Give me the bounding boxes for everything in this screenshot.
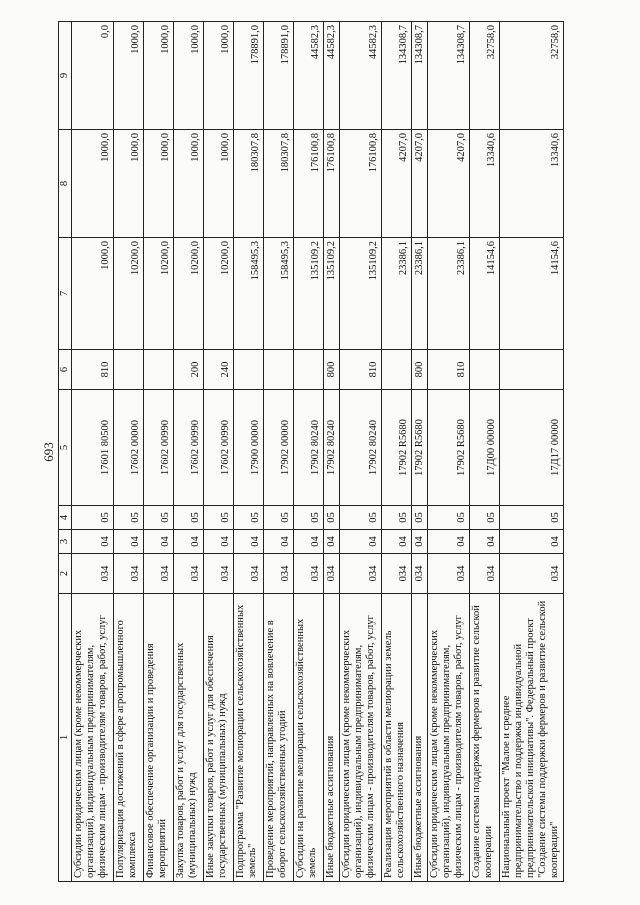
target-article-cell: 17601 80500 [72,390,114,506]
column-header: 1 [59,594,72,882]
amount-cell: 4207,0 [382,130,412,238]
target-article-cell: 17Д17 00000 [500,390,564,506]
code-cell: 034 [144,554,174,594]
amount-cell: 158495,3 [264,238,294,350]
expense-type-cell: 810 [340,350,382,390]
expense-type-cell: 200 [174,350,204,390]
table-row [500,22,564,882]
column-header: 5 [59,390,72,506]
subsection-cell: 05 [428,506,470,530]
expense-type-cell [470,350,500,390]
code-cell: 034 [174,554,204,594]
subsection-cell: 05 [470,506,500,530]
amount-cell: 4207,0 [428,130,470,238]
table-row [470,22,500,882]
amount-cell: 10200,0 [174,238,204,350]
target-article-cell: 17602 00990 [174,390,204,506]
target-article-cell: 17902 80240 [324,390,340,506]
expense-type-cell [114,350,144,390]
table-row [204,22,234,882]
section-cell: 04 [470,530,500,554]
subsection-cell: 05 [72,506,114,530]
amount-cell: 176100,8 [324,130,340,238]
table-row [234,22,264,882]
expense-type-cell: 800 [324,350,340,390]
target-article-cell: 17Д00 00000 [470,390,500,506]
section-cell: 04 [234,530,264,554]
amount-cell: 13340,6 [500,130,564,238]
amount-cell: 4207,0 [412,130,428,238]
header-row [59,22,72,882]
amount-cell: 23386,1 [428,238,470,350]
code-cell: 034 [234,554,264,594]
subsection-cell: 05 [234,506,264,530]
target-article-cell: 17902 R5680 [428,390,470,506]
expense-type-cell [264,350,294,390]
row-name-cell: Национальный проект "Малое и среднее предпринимательство и поддержка индивидуальной предпринимательской инициативы". Федеральный проект "Создание системы поддержки фермеров и развитие сельской кооперации" [500,594,564,882]
amount-cell: 1000,0 [114,130,144,238]
amount-cell: 10200,0 [144,238,174,350]
subsection-cell: 05 [204,506,234,530]
subsection-cell: 05 [324,506,340,530]
section-cell: 04 [500,530,564,554]
target-article-cell: 17602 00990 [204,390,234,506]
expense-type-cell [382,350,412,390]
code-cell: 034 [428,554,470,594]
target-article-cell: 17602 00000 [114,390,144,506]
code-cell: 034 [470,554,500,594]
subsection-cell: 05 [114,506,144,530]
code-cell: 034 [340,554,382,594]
expense-type-cell: 810 [428,350,470,390]
table-row [324,22,340,882]
section-cell: 04 [264,530,294,554]
section-cell: 04 [114,530,144,554]
section-cell: 04 [144,530,174,554]
amount-cell: 1000,0 [174,22,204,130]
table-row [144,22,174,882]
amount-cell: 178891,0 [264,22,294,130]
page-number: 693 [41,442,56,462]
amount-cell: 135109,2 [294,238,324,350]
amount-cell: 23386,1 [412,238,428,350]
column-header: 4 [59,506,72,530]
amount-cell: 1000,0 [174,130,204,238]
column-header: 8 [59,130,72,238]
amount-cell: 158495,3 [234,238,264,350]
code-cell: 034 [500,554,564,594]
amount-cell: 32758,0 [470,22,500,130]
target-article-cell: 17902 R5680 [382,390,412,506]
code-cell: 034 [324,554,340,594]
amount-cell: 1000,0 [72,238,114,350]
row-name-cell: Субсидии на развитие мелиорации сельскохозяйственных земель [294,594,324,882]
row-name-cell: Создание системы поддержки фермеров и развитие сельской кооперации [470,594,500,882]
amount-cell: 1000,0 [204,22,234,130]
code-cell: 034 [114,554,144,594]
code-cell: 034 [412,554,428,594]
subsection-cell: 05 [144,506,174,530]
section-cell: 04 [324,530,340,554]
amount-cell: 44582,3 [324,22,340,130]
amount-cell: 180307,8 [234,130,264,238]
amount-cell: 1000,0 [72,130,114,238]
table-row [340,22,382,882]
section-cell: 04 [412,530,428,554]
amount-cell: 135109,2 [340,238,382,350]
row-name-cell: Иные бюджетные ассигнования [412,594,428,882]
amount-cell: 134308,7 [382,22,412,130]
amount-cell: 176100,8 [294,130,324,238]
subsection-cell: 05 [500,506,564,530]
budget-table [58,21,564,882]
section-cell: 04 [428,530,470,554]
subsection-cell: 05 [174,506,204,530]
amount-cell: 134308,7 [428,22,470,130]
row-name-cell: Реализация мероприятий в области мелиорации земель сельскохозяйственного назначения [382,594,412,882]
row-name-cell: Субсидии юридическим лицам (кроме некоммерческих организаций), индивидуальным предпринимателям, физическим лицам - производителям товаров, работ, услуг [72,594,114,882]
column-header: 7 [59,238,72,350]
section-cell: 04 [72,530,114,554]
row-name-cell: Субсидии юридическим лицам (кроме некоммерческих организаций), индивидуальным предпринимателям, физическим лицам - производителям товаров, работ, услуг [428,594,470,882]
amount-cell: 1000,0 [144,22,174,130]
target-article-cell: 17902 80240 [340,390,382,506]
column-header: 3 [59,530,72,554]
table-row [114,22,144,882]
target-article-cell: 17902 00000 [264,390,294,506]
target-article-cell: 17602 00990 [144,390,174,506]
row-name-cell: Проведение мероприятий, направленных на вовлечение в оборот сельскохозяйственных угодий [264,594,294,882]
section-cell: 04 [382,530,412,554]
table-row [428,22,470,882]
amount-cell: 178891,0 [234,22,264,130]
section-cell: 04 [340,530,382,554]
row-name-cell: Закупка товаров, работ и услуг для государственных (муниципальных) нужд [174,594,204,882]
amount-cell: 14154,6 [470,238,500,350]
amount-cell: 10200,0 [114,238,144,350]
amount-cell: 1000,0 [144,130,174,238]
subsection-cell: 05 [412,506,428,530]
amount-cell: 1000,0 [114,22,144,130]
code-cell: 034 [382,554,412,594]
section-cell: 04 [294,530,324,554]
section-cell: 04 [174,530,204,554]
row-name-cell: Иные закупки товаров, работ и услуг для обеспечения государственных (муниципальных) нужд [204,594,234,882]
expense-type-cell: 240 [204,350,234,390]
code-cell: 034 [294,554,324,594]
code-cell: 034 [204,554,234,594]
table-row [382,22,412,882]
expense-type-cell [294,350,324,390]
amount-cell: 13340,6 [470,130,500,238]
table-row [412,22,428,882]
amount-cell: 1000,0 [204,130,234,238]
column-header: 9 [59,22,72,130]
table-row [174,22,204,882]
subsection-cell: 05 [382,506,412,530]
column-header: 2 [59,554,72,594]
expense-type-cell [144,350,174,390]
amount-cell: 0,0 [72,22,114,130]
target-article-cell: 17902 R5680 [412,390,428,506]
row-name-cell: Подпрограмма "Развитие мелиорации сельскохозяйственных земель" [234,594,264,882]
target-article-cell: 17902 80240 [294,390,324,506]
expense-type-cell: 800 [412,350,428,390]
amount-cell: 32758,0 [500,22,564,130]
expense-type-cell [234,350,264,390]
subsection-cell: 05 [340,506,382,530]
amount-cell: 44582,3 [340,22,382,130]
row-name-cell: Иные бюджетные ассигнования [324,594,340,882]
amount-cell: 44582,3 [294,22,324,130]
expense-type-cell [500,350,564,390]
row-name-cell: Субсидии юридическим лицам (кроме некоммерческих организаций), индивидуальным предпринимателям, физическим лицам - производителям товаров, работ, услуг [340,594,382,882]
amount-cell: 180307,8 [264,130,294,238]
table-row [264,22,294,882]
amount-cell: 10200,0 [204,238,234,350]
amount-cell: 14154,6 [500,238,564,350]
amount-cell: 23386,1 [382,238,412,350]
expense-type-cell: 810 [72,350,114,390]
amount-cell: 134308,7 [412,22,428,130]
code-cell: 034 [264,554,294,594]
row-name-cell: Финансовое обеспечение организации и проведения мероприятий [144,594,174,882]
table-row [294,22,324,882]
subsection-cell: 05 [264,506,294,530]
code-cell: 034 [72,554,114,594]
row-name-cell: Популяризация достижений в сфере агропромышленного комплекса [114,594,144,882]
target-article-cell: 17900 00000 [234,390,264,506]
column-header: 6 [59,350,72,390]
section-cell: 04 [204,530,234,554]
subsection-cell: 05 [294,506,324,530]
amount-cell: 176100,8 [340,130,382,238]
amount-cell: 135109,2 [324,238,340,350]
table-row [72,22,114,882]
rotated-table-sheet [40,22,600,882]
